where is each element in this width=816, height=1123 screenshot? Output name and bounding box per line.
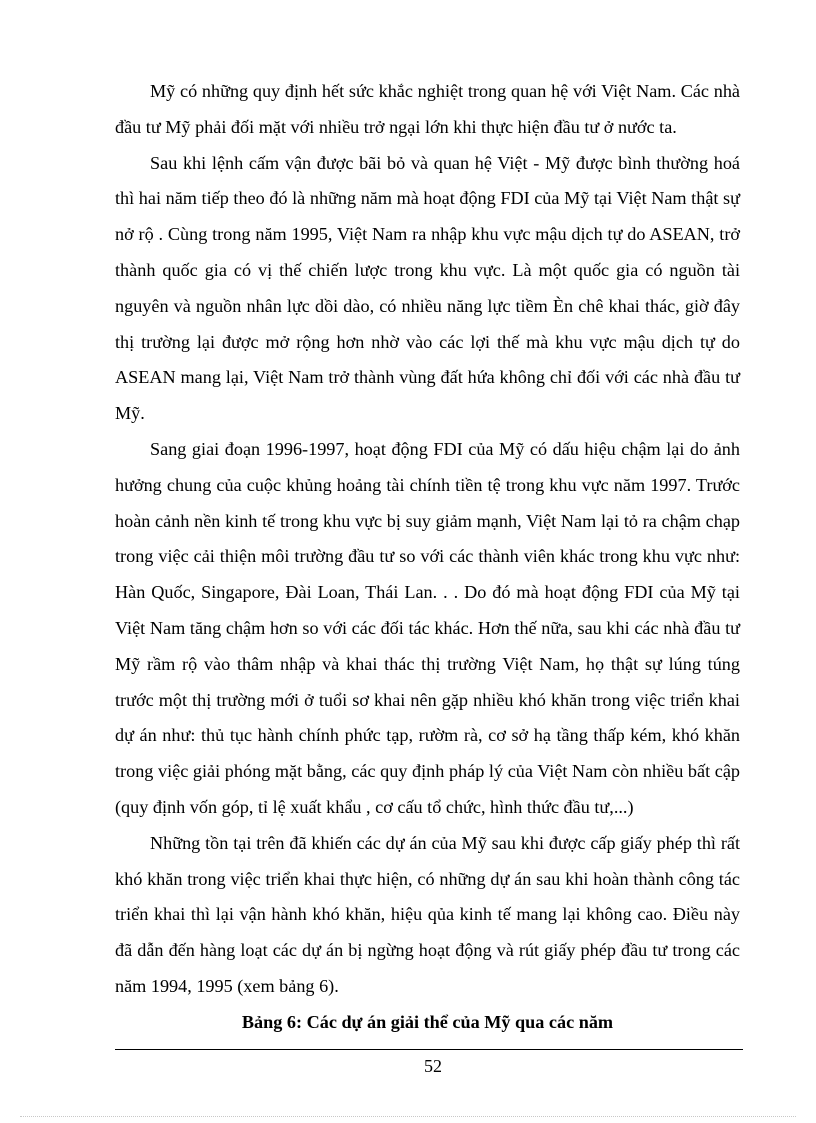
body-text [115, 74, 740, 1037]
paragraph-normalization: Sau khi lệnh cấm vận được bãi bỏ và quan hệ Việt - Mỹ được bình thường hoá thì hai năm tiếp theo đó là những năm mà hoạt động FDI của Mỹ tại Việt Nam thật sự nở rộ . Cùng trong năm 1995, Việt Nam ra nhập khu vực mậu dịch tự do ASEAN, trở thành quốc gia có vị thế chiến lược trong khu vực. Là một quốc gia có nguồn tài nguyên và nguồn nhân lực dồi dào, có nhiều năng lực tiềm Èn chê khai thác, giờ đây thị trường lại được mở rộng hơn nhờ vào các lợi thế mà khu vực mậu dịch tự do ASEAN mang lại, Việt Nam trở thành vùng đất hứa không chỉ đối với các nhà đầu tư Mỹ. [115, 152, 740, 424]
page-bottom-border [20, 1116, 796, 1117]
footer-divider [115, 1049, 743, 1050]
table-caption: Bảng 6: Các dự án giải thể của Mỹ qua các năm [241, 1011, 614, 1032]
paragraph-1996-1997: Sang giai đoạn 1996-1997, hoạt động FDI của Mỹ có dấu hiệu chậm lại do ảnh hưởng chung của cuộc khủng hoảng tài chính tiền tệ trong khu vực năm 1997. Trước hoàn cảnh nền kinh tế trong khu vực bị suy giảm mạnh, Việt Nam lại tỏ ra chậm chạp trong việc cải thiện môi trường đầu tư so với các thành viên khác trong khu vực như: Hàn Quốc, Singapore, Đài Loan, Thái Lan. . . Do đó mà hoạt động FDI của Mỹ tại Việt Nam tăng chậm hơn so với các đối tác khác. Hơn thế nữa, sau khi các nhà đầu tư Mỹ rầm rộ vào thâm nhập và khai thác thị trường Việt Nam, họ thật sự lúng túng trước một thị trường mới ở tuổi sơ khai nên gặp nhiều khó khăn trong việc triển khai dự án như: thủ tục hành chính phức tạp, rườm rà, cơ sở hạ tầng thấp kém, khó khăn trong việc giải phóng mặt bằng, các quy định pháp lý của Việt Nam còn nhiều bất cập (quy định vốn góp, tỉ lệ xuất khẩu , cơ cấu tổ chức, hình thức đầu tư,...) [115, 438, 740, 817]
page-number: 52 [424, 1056, 442, 1076]
paragraph-us-regulations: Mỹ có những quy định hết sức khắc nghiệt trong quan hệ với Việt Nam. Các nhà đầu tư Mỹ phải đối mặt với nhiều trở ngại lớn khi thực hiện đầu tư ở nước ta. [115, 81, 740, 137]
paragraph-dissolved-projects: Những tồn tại trên đã khiến các dự án của Mỹ sau khi được cấp giấy phép thì rất khó khăn trong việc triển khai thực hiện, có những dự án sau khi hoàn thành công tác triển khai thì lại vận hành khó khăn, hiệu qủa kinh tế mang lại không cao. Điều này đã dẫn đến hàng loạt các dự án bị ngừng hoạt động và rút giấy phép đầu tư trong các năm 1994, 1995 (xem bảng 6). [115, 832, 740, 996]
